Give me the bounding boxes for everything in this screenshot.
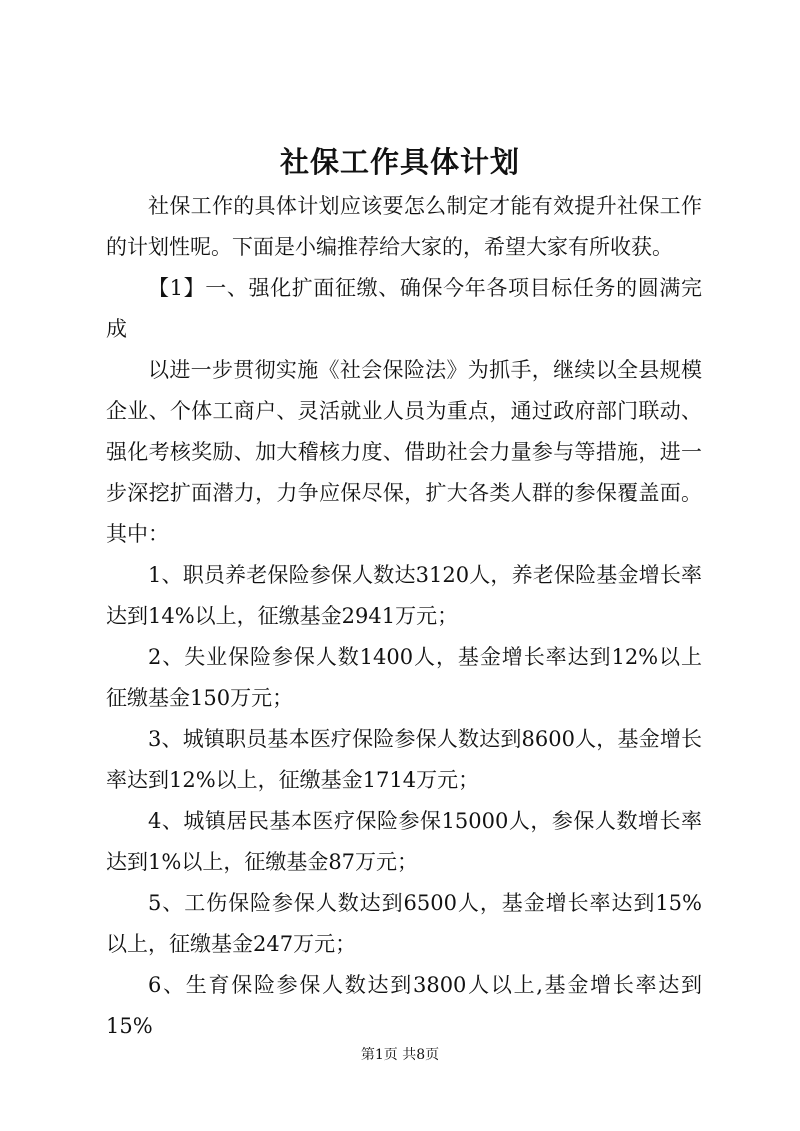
document-body: [106, 186, 702, 1047]
document-title: 社保工作具体计划: [279, 145, 520, 179]
list-item: 3、城镇职员基本医疗保险参保人数达到8600人，基金增长率达到12%以上，征缴基金1714万元；: [106, 727, 702, 792]
paragraph: 以进一步贯彻实施《社会保险法》为抓手，继续以全县规模企业、个体工商户、灵活就业人员为重点，通过政府部门联动、强化考核奖励、加大稽核力度、借助社会力量参与等措施，进一步深挖扩面潜力，力争应保尽保，扩大各类人群的参保覆盖面。其中：: [106, 358, 702, 546]
list-item: 4、城镇居民基本医疗保险参保15000人，参保人数增长率达到1%以上，征缴基金87万元；: [106, 809, 702, 874]
list-item: 1、职员养老保险参保人数达3120人，养老保险基金增长率达到14%以上，征缴基金2941万元；: [106, 563, 702, 628]
paragraph: 社保工作的具体计划应该要怎么制定才能有效提升社保工作的计划性呢。下面是小编推荐给大家的，希望大家有所收获。: [106, 194, 702, 259]
list-item: 2、失业保险参保人数1400人，基金增长率达到12%以上征缴基金150万元；: [106, 645, 702, 710]
list-item: 5、工伤保险参保人数达到6500人，基金增长率达到15%以上，征缴基金247万元；: [106, 891, 702, 956]
page-footer: 第1页 共8页: [360, 1047, 440, 1063]
section-heading: 【1】一、强化扩面征缴、确保今年各项目标任务的圆满完成: [106, 276, 702, 341]
list-item: 6、生育保险参保人数达到3800人以上,基金增长率达到15%: [106, 973, 702, 1038]
